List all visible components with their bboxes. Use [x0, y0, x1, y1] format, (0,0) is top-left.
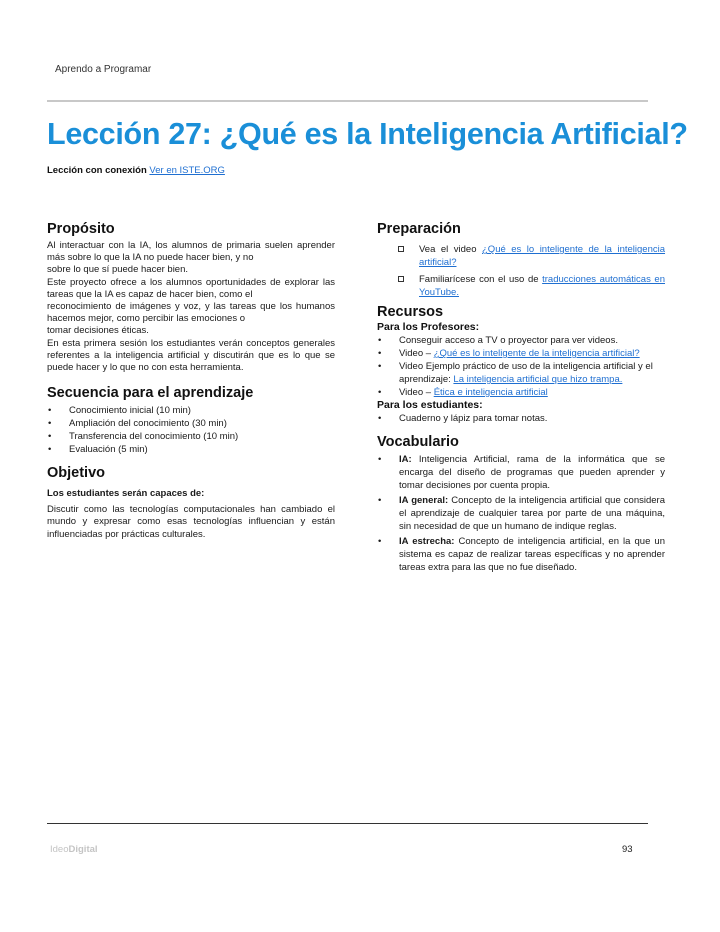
connection-line [47, 165, 225, 176]
item-text: Vea el video [419, 244, 482, 255]
section-recursos [377, 303, 665, 425]
vocab-definition: Concepto de inteligencia artificial, en la que un sistema es capaz de realizar tareas específicas y no aprender tareas extra para las que no fue diseñado. [399, 536, 666, 573]
list-item [47, 443, 335, 456]
proposito-line: Al interactuar con la IA, los alumnos de primaria suelen aprender más sobre lo que la IA no puede hacer bien, y no [47, 240, 335, 264]
item-text: Ampliación del conocimiento (30 min) [69, 418, 227, 430]
bullet-icon: • [378, 348, 382, 359]
list-item [47, 430, 335, 443]
section-proposito [47, 220, 335, 374]
proposito-heading: Propósito [47, 221, 115, 237]
bullet-icon: • [48, 405, 52, 417]
list-item [377, 386, 665, 399]
right-column [377, 220, 665, 576]
vocabulario-list [377, 453, 665, 574]
list-item [47, 404, 335, 417]
brand-bold: Digital [68, 844, 98, 855]
vocab-definition: Inteligencia Artificial, rama de la informática que se encarga del diseño de programas que pueden aprender y tomar decisiones por cuenta propia. [399, 454, 665, 491]
vocab-item [377, 494, 665, 533]
recursos-heading: Recursos [377, 304, 444, 320]
page-number: 93 [622, 844, 633, 855]
vocab-definition: Concepto de la inteligencia artificial que considera el aprendizaje de cualquier tarea por parte de una máquina, sin necesidad de que un humano de indique reglas. [399, 495, 665, 532]
header-divider [47, 100, 648, 102]
bullet-icon: • [378, 536, 382, 547]
secuencia-list [47, 404, 335, 456]
checkbox-square-icon [398, 246, 404, 252]
secuencia-heading: Secuencia para el aprendizaje [47, 385, 254, 402]
iste-link[interactable]: Ver en ISTE.ORG [149, 165, 225, 176]
item-text: Cuaderno y lápiz para tomar notas. [399, 413, 548, 424]
left-column [47, 220, 335, 541]
item-text: Video Ejemplo práctico de uso de la inteligencia artificial y el aprendizaje: [399, 361, 653, 385]
section-vocabulario [377, 433, 665, 574]
bullet-icon: • [378, 335, 382, 346]
proposito-line: tomar decisiones éticas. [47, 325, 149, 337]
bullet-icon: • [378, 454, 382, 465]
page-title: Lección 27: ¿Qué es la Inteligencia Artificial? [47, 117, 688, 151]
section-secuencia [47, 384, 335, 456]
bullet-icon: • [378, 361, 382, 372]
traducciones-youtube-link[interactable]: traducciones automáticas en YouTube. [419, 274, 665, 298]
proposito-line: sobre lo que sí puede hacer bien. [47, 264, 189, 276]
bullet-icon: • [48, 444, 52, 456]
objetivo-subheading: Los estudiantes serán capaces de: [47, 488, 205, 500]
list-item [377, 347, 665, 360]
list-item [377, 412, 665, 425]
vocabulario-heading: Vocabulario [377, 434, 459, 450]
vocab-term: IA general: [399, 495, 449, 506]
vocab-term: IA: [399, 454, 412, 465]
proposito-line: Este proyecto ofrece a los alumnos oportunidades de explorar las tareas que la IA es capaz de hacer bien, como el [47, 276, 335, 300]
connection-label: Lección con conexión [47, 165, 147, 176]
section-preparacion [377, 220, 665, 299]
brand-light: Ideo [50, 844, 69, 855]
video-link-que-es-lo-inteligente-2[interactable]: ¿Qué es lo inteligente de la inteligencia artificial? [433, 348, 640, 359]
list-item [377, 273, 665, 299]
bullet-icon: • [48, 418, 52, 430]
section-objetivo [47, 464, 335, 541]
bullet-icon: • [378, 495, 382, 506]
proposito-line: reconocimiento de imágenes y voz, y las tareas que los humanos hacemos mejor, como percibir las emociones o [47, 301, 335, 325]
item-text: Video – [399, 348, 434, 359]
estudiantes-list [377, 412, 665, 425]
footer-brand [50, 844, 98, 855]
vocab-item [377, 535, 665, 574]
item-text: Evaluación (5 min) [69, 444, 148, 456]
running-header: Aprendo a Programar [55, 64, 152, 75]
profesores-list [377, 334, 665, 399]
vocab-term: IA estrecha: [399, 536, 455, 547]
bullet-icon: • [48, 431, 52, 443]
video-link-etica-ia[interactable]: Ética e inteligencia artificial [433, 387, 548, 398]
preparacion-list [377, 243, 665, 299]
item-text: Video – [399, 387, 434, 398]
estudiantes-label: Para los estudiantes: [377, 399, 483, 411]
objetivo-heading: Objetivo [47, 465, 106, 482]
item-text: Conocimiento inicial (10 min) [69, 405, 191, 417]
footer-divider [47, 823, 648, 824]
list-item [47, 417, 335, 430]
objetivo-text: Discutir como las tecnologías computacionales han cambiado el mundo y expresar como esas tecnologías influencian y están influenciadas por prácticas culturales. [47, 504, 335, 540]
bullet-icon: • [378, 413, 382, 424]
checkbox-square-icon [398, 276, 404, 282]
profesores-label: Para los Profesores: [377, 321, 480, 333]
item-text: Transferencia del conocimiento (10 min) [69, 431, 239, 443]
item-text: Familiarícese con el uso de [419, 274, 543, 285]
preparacion-heading: Preparación [377, 221, 461, 237]
proposito-line: En esta primera sesión los estudiantes verán conceptos generales referentes a la inteligencia artificial y discutirán que es lo que se puede hacer y lo que no con esta herramienta. [47, 337, 335, 374]
video-link-que-es-lo-inteligente[interactable]: ¿Qué es lo inteligente de la inteligencia artificial? [419, 244, 666, 268]
video-link-ia-hizo-trampa[interactable]: La inteligencia artificial que hizo trampa. [453, 374, 623, 385]
list-item [377, 360, 665, 386]
bullet-icon: • [378, 387, 382, 398]
item-text: Conseguir acceso a TV o proyector para ver videos. [399, 335, 618, 346]
list-item [377, 334, 665, 347]
list-item [377, 243, 665, 269]
vocab-item [377, 453, 665, 492]
